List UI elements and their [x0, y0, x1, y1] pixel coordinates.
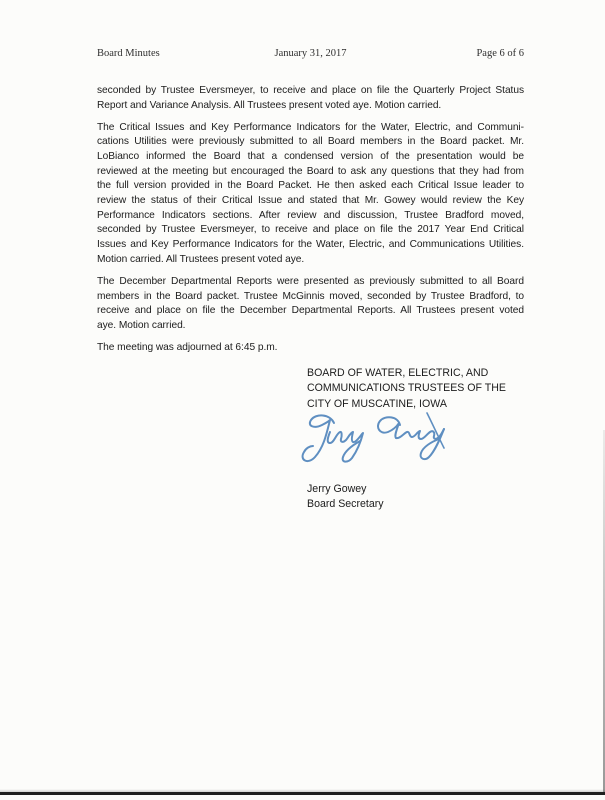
org-line-1: BOARD OF WATER, ELECTRIC, AND — [307, 367, 489, 379]
text-line: seconded by Trustee Eversmeyer, to receive and place on file the Quarterly Project Status — [97, 85, 524, 96]
text-line: reviewed at the meeting but encouraged the Board to ask any questions that they had from — [97, 165, 524, 177]
text-line: The meeting was adjourned at 6:45 p.m. — [97, 342, 278, 353]
paragraph — [97, 121, 524, 268]
signatory-name: Jerry Gowey — [307, 483, 367, 495]
text-line: aye. Motion carried. — [97, 319, 186, 331]
text-line: LoBianco informed the Board that a condensed version of the presentation would be — [97, 151, 524, 163]
text-line: members in the Board packet. Trustee McGinnis moved, seconded by Trustee Bradford, to — [97, 290, 524, 302]
signatory-title: Board Secretary — [307, 498, 384, 511]
header-date: January 31, 2017 — [274, 48, 347, 59]
org-line-2: COMMUNICATIONS TRUSTEES OF THE — [307, 382, 506, 395]
text-line: Motion carried. All Trustees present voted aye. — [97, 253, 305, 265]
signature-org-block — [307, 366, 506, 412]
text-line: receive and place on file the December Departmental Reports. All Trustees present voted — [97, 305, 524, 317]
paragraph — [97, 275, 524, 334]
org-line-3: CITY OF MUSCATINE, IOWA — [307, 397, 447, 410]
handwritten-signature-jerry-gowey — [296, 410, 452, 476]
signatory-block — [307, 482, 384, 513]
text-line: Performance Indicators sections. After review and discussion, Trustee Bradford moved, — [97, 209, 524, 221]
text-line: Issues and Key Performance Indicators for the Water, Electric, and Communications Utilities. — [97, 239, 524, 251]
header-page-number: Page 6 of 6 — [476, 48, 524, 59]
text-line: cations Utilities were previously submitted to all Board members in the Board packet. Mr. — [97, 136, 524, 148]
paragraph — [97, 341, 524, 356]
document-body — [97, 84, 524, 363]
paragraph — [97, 84, 524, 113]
text-line: Report and Variance Analysis. All Trustees present voted aye. Motion carried. — [97, 99, 442, 111]
text-line: the full version provided in the Board Packet. He then asked each Critical Issue leader to — [97, 180, 524, 192]
text-line: seconded by Trustee Eversmeyer, to receive and place on file the 2017 Year End Critical — [97, 224, 524, 236]
page-header — [97, 48, 524, 62]
header-document-title: Board Minutes — [97, 48, 160, 59]
text-line: review the status of their Critical Issue and stated that Mr. Gowey would review the Key — [97, 195, 524, 207]
scan-bottom-edge — [0, 792, 605, 795]
text-line: The December Departmental Reports were presented as previously submitted to all Board — [97, 275, 524, 287]
text-line: The Critical Issues and Key Performance Indicators for the Water, Electric, and Communi- — [97, 121, 524, 133]
